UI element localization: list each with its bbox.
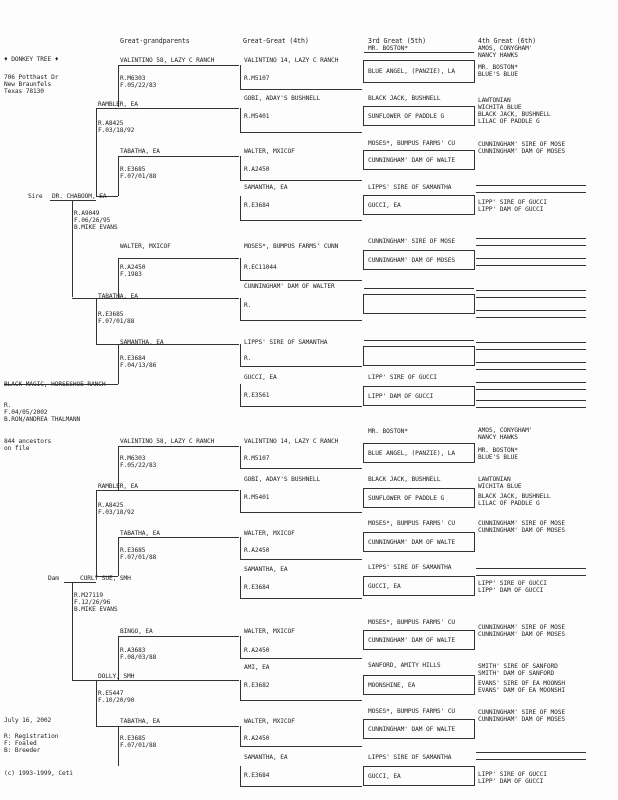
s-col5-2b: SUNFLOWER OF PADDLE G [368, 113, 445, 120]
horse-breeder: B.RON/ANDREA THALMANN [4, 416, 81, 423]
dam-label: Dam [48, 575, 59, 582]
s-col5-1a: MR. BOSTON* [368, 45, 408, 52]
d-col6-c11: SMITH' SIRE OF SANFORD [478, 663, 558, 670]
dam-dam-foaled: F.10/20/90 [98, 697, 135, 704]
d-col5-3a: MOSES*, BUMPUS FARMS' CU [368, 520, 456, 527]
d-col6-c12: SMITH' DAM OF SANFORD [478, 670, 555, 677]
d-col5-6a: SANFORD, AMITY HILLS [368, 662, 441, 669]
dam-gp2-name: TABATHA, EA [120, 530, 160, 537]
s-col4-2r: R.M5401 [244, 113, 270, 120]
sire-dam-foaled: F.07/01/88 [98, 318, 135, 325]
d-col5-7b: CUNNINGHAM' DAM OF WALTE [368, 726, 456, 733]
d-col5-2b: SUNFLOWER OF PADDLE G [368, 495, 445, 502]
dam-dam-gp2-foaled: F.07/01/88 [120, 742, 157, 749]
d-col6-16: LIPP' DAM OF GUCCI [478, 587, 544, 594]
d-col6-c16: CUNNINGHAM' DAM OF MOSES [478, 716, 566, 723]
d-col6-c9: CUNNINGHAM' SIRE OF MOSE [478, 624, 566, 631]
d-col5-4a: LIPPS' SIRE OF SAMANTHA [368, 564, 452, 571]
s-col5-1b: BLUE ANGEL, (PANZIE), LA [368, 68, 456, 75]
d-col5-6b: MOONSHINE, EA [368, 682, 416, 689]
s-col4-7: LIPPS' SIRE OF SAMANTHA [244, 339, 328, 346]
address-line-2: New Braunfels [4, 81, 52, 88]
sire-foaled: F.06/26/95 [74, 217, 111, 224]
d-col4-3: WALTER, MXICOF [244, 530, 295, 537]
s-col6-6: WICHITA BLUE [478, 104, 522, 111]
ancestors-count: 844 ancestors [4, 438, 52, 445]
d-col6-4: BLUE'S BLUE [478, 454, 518, 461]
d-col6-6: WICHITA BLUE [478, 483, 522, 490]
header-4th-great: 4th Great (6th) [478, 37, 537, 45]
d-col4-2: GOBI, ADAY'S BUSHNELL [244, 476, 321, 483]
s-col4-6: CUNNINGHAM' DAM OF WALTER [244, 283, 335, 290]
s-col4-5: MOSES*, BUMPUS FARMS' CUNN [244, 243, 339, 250]
d-col5-4b: GUCCI, EA [368, 583, 401, 590]
sire-breeder: B.MIKE EVANS [74, 224, 118, 231]
s-col5-8b: LIPP' DAM OF GUCCI [368, 393, 434, 400]
d-col5-2a: BLACK JACK, BUSHNELL [368, 476, 441, 483]
d-col6-7: BLACK JACK, BUSHNELL [478, 493, 551, 500]
sire-dam-gp1-foaled: F.1983 [120, 271, 142, 278]
d-col6-1: AMOS, CONYGHAM' [478, 427, 533, 434]
sire-gp1-name: VALINTINO 58, LAZY C RANCH [120, 57, 215, 64]
d-col6-9: CUNNINGHAM' SIRE OF MOSE [478, 520, 566, 527]
d-col4-5r: R.A2450 [244, 647, 270, 654]
dam-rambler-name: RAMBLER, EA [98, 483, 138, 490]
d-col6-c18: LIPP' DAM OF GUCCI [478, 778, 544, 785]
d-col6-3: MR. BOSTON* [478, 447, 518, 454]
d-col5-5a: MOSES*, BUMPUS FARMS' CU [368, 619, 456, 626]
d-col4-1: VALINTINO 14, LAZY C RANCH [244, 438, 339, 445]
horse-foaled: F.04/05/2002 [4, 409, 48, 416]
horse-reg: R. [4, 402, 12, 409]
dam-dam-gp1-name: BINGO, EA [120, 628, 153, 635]
s-col4-1: VALINTINO 14, LAZY C RANCH [244, 57, 339, 64]
legend-registration: R: Registration [4, 733, 59, 740]
dam-gp2-foaled: F.07/01/88 [120, 554, 157, 561]
copyright: (c) 1993-1999, Ceti [4, 770, 73, 777]
s-col6-1: AMOS, CONYGHAM' [478, 45, 533, 52]
s-col4-6r: R. [244, 302, 252, 309]
dam-dam-gp1-foaled: F.08/03/88 [120, 654, 157, 661]
s-col4-8r: R.E3561 [244, 392, 270, 399]
dam-breeder: B.MIKE EVANS [74, 606, 118, 613]
d-col6-c17: LIPP' SIRE OF GUCCI [478, 771, 547, 778]
s-col6-16: LIPP' DAM OF GUCCI [478, 206, 544, 213]
s-col6-7: BLACK JACK, BUSHNELL [478, 111, 551, 118]
d-col5-1a: MR. BOSTON* [368, 428, 408, 435]
sire-rambler-name: RAMBLER, EA [98, 101, 138, 108]
d-col6-c13: EVANS' SIRE OF EA MOONSH [478, 680, 566, 687]
s-col6-9: CUNNINGHAM' SIRE OF MOSE [478, 141, 566, 148]
d-col4-5: WALTER, MXICOF [244, 628, 295, 635]
s-col4-7r: R. [244, 355, 252, 362]
ancestors-on-file: on file [4, 445, 30, 452]
d-col5-1b: BLUE ANGEL, (PANZIE), LA [368, 450, 456, 457]
sire-dam-gp2-foaled: F.04/13/86 [120, 362, 157, 369]
d-col4-7: WALTER, MXICOF [244, 718, 295, 725]
s-col4-2: GOBI, ADAY'S BUSHNELL [244, 95, 321, 102]
dam-rambler-foaled: F.03/18/92 [98, 509, 135, 516]
s-col4-5r: R.EC11044 [244, 264, 277, 271]
sire-dam-reg: R.E3685 [98, 311, 124, 318]
dam-dam-gp1-reg: R.A3683 [120, 647, 146, 654]
sire-reg: R.A9049 [74, 210, 100, 217]
s-col5-5a: CUNNINGHAM' SIRE OF MOSE [368, 238, 456, 245]
sire-label: Sire [28, 193, 43, 200]
sire-dam-gp2-name: SAMANTHA, EA [120, 339, 164, 346]
d-col5-5b: CUNNINGHAM' DAM OF WALTE [368, 637, 456, 644]
s-col5-4b: GUCCI, EA [368, 202, 401, 209]
header-great-grandparents: Great-grandparents [120, 37, 190, 45]
d-col4-4r: R.E3684 [244, 584, 270, 591]
d-col6-c15: CUNNINGHAM' SIRE OF MOSE [478, 709, 566, 716]
sire-gp1-foaled: F.05/22/83 [120, 82, 157, 89]
s-col6-4: BLUE'S BLUE [478, 71, 518, 78]
dam-dam-reg: R.E5447 [98, 690, 124, 697]
d-col6-8: LILAC OF PADDLE G [478, 500, 540, 507]
sire-gp2-reg: R.E3685 [120, 166, 146, 173]
s-col6-2: NANCY HAWKS [478, 52, 518, 59]
horse-name: BLACK MAGIC, HORSESHOE RANCH [4, 381, 106, 388]
s-col6-5: LAWTONIAN [478, 97, 511, 104]
legend-foaled: F: Foaled [4, 740, 37, 747]
dam-reg: R.M27119 [74, 592, 104, 599]
sire-dam-gp1-name: WALTER, MXICOF [120, 243, 171, 250]
sire-gp2-name: TABATHA, EA [120, 148, 160, 155]
s-col6-3: MR. BOSTON* [478, 64, 518, 71]
s-col4-4: SAMANTHA, EA [244, 184, 288, 191]
d-col6-10: CUNNINGHAM' DAM OF MOSES [478, 527, 566, 534]
s-col5-4a: LIPPS' SIRE OF SAMANTHA [368, 184, 452, 191]
address-line-3: Texas 78130 [4, 88, 44, 95]
d-col6-c14: EVANS' DAM OF EA MOONSHI [478, 687, 566, 694]
d-col6-5: LAWTONIAN [478, 476, 511, 483]
d-col4-4: SAMANTHA, EA [244, 566, 288, 573]
dam-dam-gp2-name: TABATHA, EA [120, 718, 160, 725]
sire-gp2-foaled: F.07/01/88 [120, 173, 157, 180]
dam-rambler-reg: R.A8425 [98, 502, 124, 509]
d-col6-15: LIPP' SIRE OF GUCCI [478, 580, 547, 587]
sire-rambler-foaled: F.03/18/92 [98, 127, 135, 134]
d-col6-c10: CUNNINGHAM' DAM OF MOSES [478, 631, 566, 638]
s-col6-8: LILAC OF PADDLE G [478, 118, 540, 125]
s-col4-4r: R.E3684 [244, 202, 270, 209]
s-col4-3r: R.A2450 [244, 166, 270, 173]
legend-breeder: B: Breeder [4, 747, 41, 754]
sire-dam-gp2-reg: R.E3684 [120, 355, 146, 362]
d-col4-7r: R.A2450 [244, 735, 270, 742]
dam-gp1-foaled: F.05/22/83 [120, 462, 157, 469]
sire-dam-gp1-reg: R.A2450 [120, 264, 146, 271]
dam-gp1-name: VALINTINO 58, LAZY C RANCH [120, 438, 215, 445]
d-col4-8: SAMANTHA, EA [244, 754, 288, 761]
d-col5-8b: GUCCI, EA [368, 773, 401, 780]
d-col5-8a: LIPPS' SIRE OF SAMANTHA [368, 754, 452, 761]
s-col6-10: CUNNINGHAM' DAM OF MOSES [478, 148, 566, 155]
sire-name: DR. CHABOOM, EA [52, 193, 107, 200]
dam-dam-gp2-reg: R.E3685 [120, 735, 146, 742]
s-col4-1r: R.M5107 [244, 75, 270, 82]
s-col5-3a: MOSES*, BUMPUS FARMS' CU [368, 140, 456, 147]
s-col4-8: GUCCI, EA [244, 374, 277, 381]
d-col4-1r: R.M5107 [244, 455, 270, 462]
d-col4-6: AMI, EA [244, 664, 270, 671]
header-great-great: Great-Great (4th) [243, 37, 309, 45]
s-col5-2a: BLACK JACK, BUSHNELL [368, 95, 441, 102]
d-col5-3b: CUNNINGHAM' DAM OF WALTE [368, 539, 456, 546]
header-3rd-great: 3rd Great (5th) [368, 37, 427, 45]
d-col6-2: NANCY HAWKS [478, 434, 518, 441]
s-col5-8a: LIPP' SIRE OF GUCCI [368, 374, 437, 381]
s-col6-15: LIPP' SIRE OF GUCCI [478, 199, 547, 206]
dam-gp2-reg: R.E3685 [120, 547, 146, 554]
print-date: July 16, 2002 [4, 717, 52, 724]
dam-name: CURLY SUE, SMH [80, 575, 131, 582]
d-col5-7a: MOSES*, BUMPUS FARMS' CU [368, 708, 456, 715]
kennel-name: ♦ DONKEY TREE ♦ [4, 56, 59, 63]
s-col5-3b: CUNNINGHAM' DAM OF WALTE [368, 157, 456, 164]
s-col5-5b: CUNNINGHAM' DAM OF MOSES [368, 257, 456, 264]
d-col4-3r: R.A2450 [244, 547, 270, 554]
address-line-1: 706 Potthast Dr [4, 74, 59, 81]
sire-dam-name: TABATHA, EA [98, 293, 138, 300]
sire-rambler-reg: R.A8425 [98, 120, 124, 127]
d-col4-6r: R.E3682 [244, 682, 270, 689]
dam-dam-name: DOLLY, SMH [98, 673, 135, 680]
dam-foaled: F.12/26/96 [74, 599, 111, 606]
d-col4-2r: R.M5401 [244, 494, 270, 501]
dam-gp1-reg: R.M6303 [120, 455, 146, 462]
sire-gp1-reg: R.M6303 [120, 75, 146, 82]
s-col4-3: WALTER, MXICOF [244, 148, 295, 155]
d-col4-8r: R.E3684 [244, 772, 270, 779]
